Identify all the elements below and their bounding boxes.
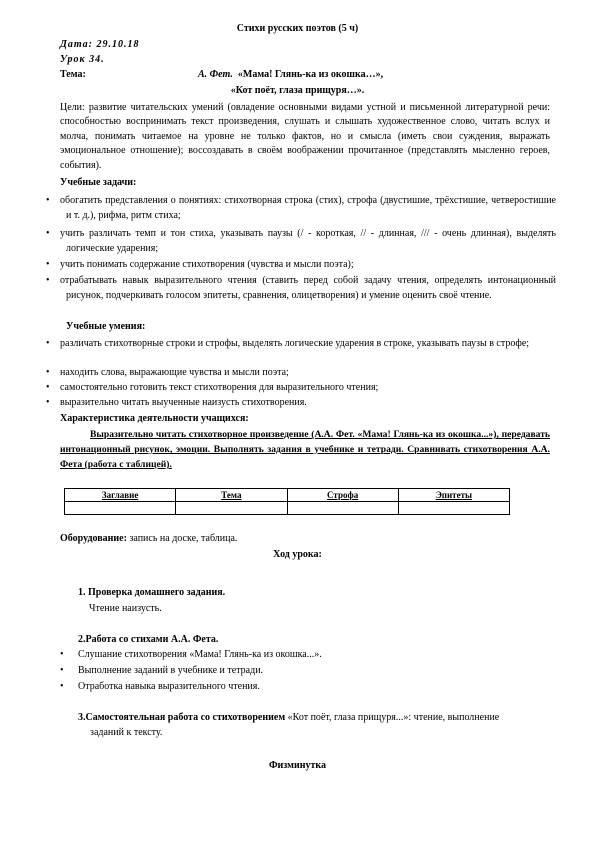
step2-heading: 2.Работа со стихами А.А. Фета.: [78, 634, 219, 645]
equipment-line: [60, 532, 237, 546]
step1-heading: 1. Проверка домашнего задания.: [78, 587, 226, 598]
task-item: учить различать темп и тон стиха, указывать паузы (/ - короткая, // - длинная, /// - очень длинная), выделять логические ударения;: [60, 228, 556, 254]
bullet-icon: •: [46, 275, 50, 286]
fizminutka-heading: Физминутка: [268, 760, 327, 771]
step3-heading: 3.Самостоятельная работа со стихотворением: [78, 712, 286, 723]
table-header-cell: Эпитеты: [398, 489, 509, 502]
bullet-icon: •: [46, 367, 50, 378]
step2-item: Слушание стихотворения «Мама! Глянь-ка из окошка...».: [78, 649, 322, 660]
topic-line-1: [198, 68, 383, 82]
table-cell: [65, 502, 176, 515]
date-line: Дата: 29.10.18: [60, 39, 140, 50]
step3-text: «Кот поёт, глаза прищуря...»: чтение, выполнение: [285, 712, 500, 723]
skill-item: выразительно читать выученные наизусть стихотворения.: [60, 397, 307, 408]
bullet-icon: •: [46, 195, 50, 206]
bullet-icon: •: [60, 649, 64, 660]
step2-item: Выполнение заданий в учебнике и тетради.: [78, 665, 264, 676]
table-header-cell: Строфа: [287, 489, 398, 502]
table-cell: [176, 502, 287, 515]
comparison-table: [64, 488, 510, 515]
bullet-icon: •: [60, 665, 64, 676]
table-cell: [287, 502, 398, 515]
lesson-heading: Ход урока:: [273, 549, 322, 560]
task-item: обогатить представления о понятиях: стихотворная строка (стих), строфа (двустишие, трёхстишие, четверостишие и т. д.), рифма, ритм стиха;: [60, 195, 556, 221]
skill-item: самостоятельно готовить текст стихотворения для выразительного чтения;: [60, 382, 379, 393]
bullet-icon: •: [46, 397, 50, 408]
bullet-icon: •: [46, 338, 50, 349]
bullet-icon: •: [46, 259, 50, 270]
skill-item: находить слова, выражающие чувства и мысли поэта;: [60, 367, 289, 378]
table-header-cell: Заглавие: [65, 489, 176, 502]
task-item: отрабатывать навык выразительного чтения (ставить перед собой задачу чтения, определять интонационный рисунок, подчеркивать голосом эпитеты, сравнения, олицетворения) и умение оценить своё чтение.: [60, 275, 556, 301]
step2-item: Отработка навыка выразительного чтения.: [78, 681, 260, 692]
topic-poem-1: «Мама! Глянь-ка из окошка…»,: [235, 69, 384, 80]
bullet-icon: •: [46, 228, 50, 239]
lesson-line: Урок 34.: [60, 54, 105, 65]
table-row: [65, 502, 510, 515]
table-header-row: [65, 489, 510, 502]
activity-text: Выразительно читать стихотворное произведение (А.А. Фет. «Мама! Глянь-ка из окошка...»), передавать интонационный рисунок, эмоции. Выполнять задания в учебнике и тетради. Сравнивать стихотворения А.А. Фета (работа с таблицей).: [60, 429, 550, 470]
skill-item: различать стихотворные строки и строфы, выделять логические ударения в строке, указывать паузы в строфе;: [60, 338, 530, 349]
topic-label: Тема:: [60, 69, 86, 80]
table-cell: [398, 502, 509, 515]
equipment-label: Оборудование:: [60, 533, 127, 544]
skills-heading: Учебные умения:: [66, 321, 146, 332]
equipment-text: запись на доске, таблица.: [126, 533, 238, 544]
table-header-cell: Тема: [176, 489, 287, 502]
activity-heading: Характеристика деятельности учащихся:: [60, 413, 249, 424]
step3-text-2: заданий к тексту.: [90, 727, 163, 738]
topic-author: А. Фет.: [198, 69, 233, 80]
page-title: Стихи русских поэтов (5 ч): [236, 23, 359, 34]
bullet-icon: •: [46, 382, 50, 393]
step3-line: [78, 711, 499, 725]
goals-paragraph: Цели: развитие читательских умений (овладение основными видами устной и письменной литературной речи: способностью воспринимать текст произведения, слушать и слышать художественное слово, читать вслух и молча, понимать читаемое на уровне не только фактов, но и смысла (иметь свои суждения, выражать эмоциональное отношение); воссоздавать в своём воображении прочитанное (представлять мысленно героев, события).: [60, 102, 550, 171]
task-item: учить понимать содержание стихотворения (чувства и мысли поэта);: [60, 259, 354, 270]
tasks-heading: Учебные задачи:: [60, 177, 137, 188]
bullet-icon: •: [60, 681, 64, 692]
step1-text: Чтение наизусть.: [89, 603, 162, 614]
topic-line-2: «Кот поёт, глаза прищуря…».: [230, 85, 365, 96]
